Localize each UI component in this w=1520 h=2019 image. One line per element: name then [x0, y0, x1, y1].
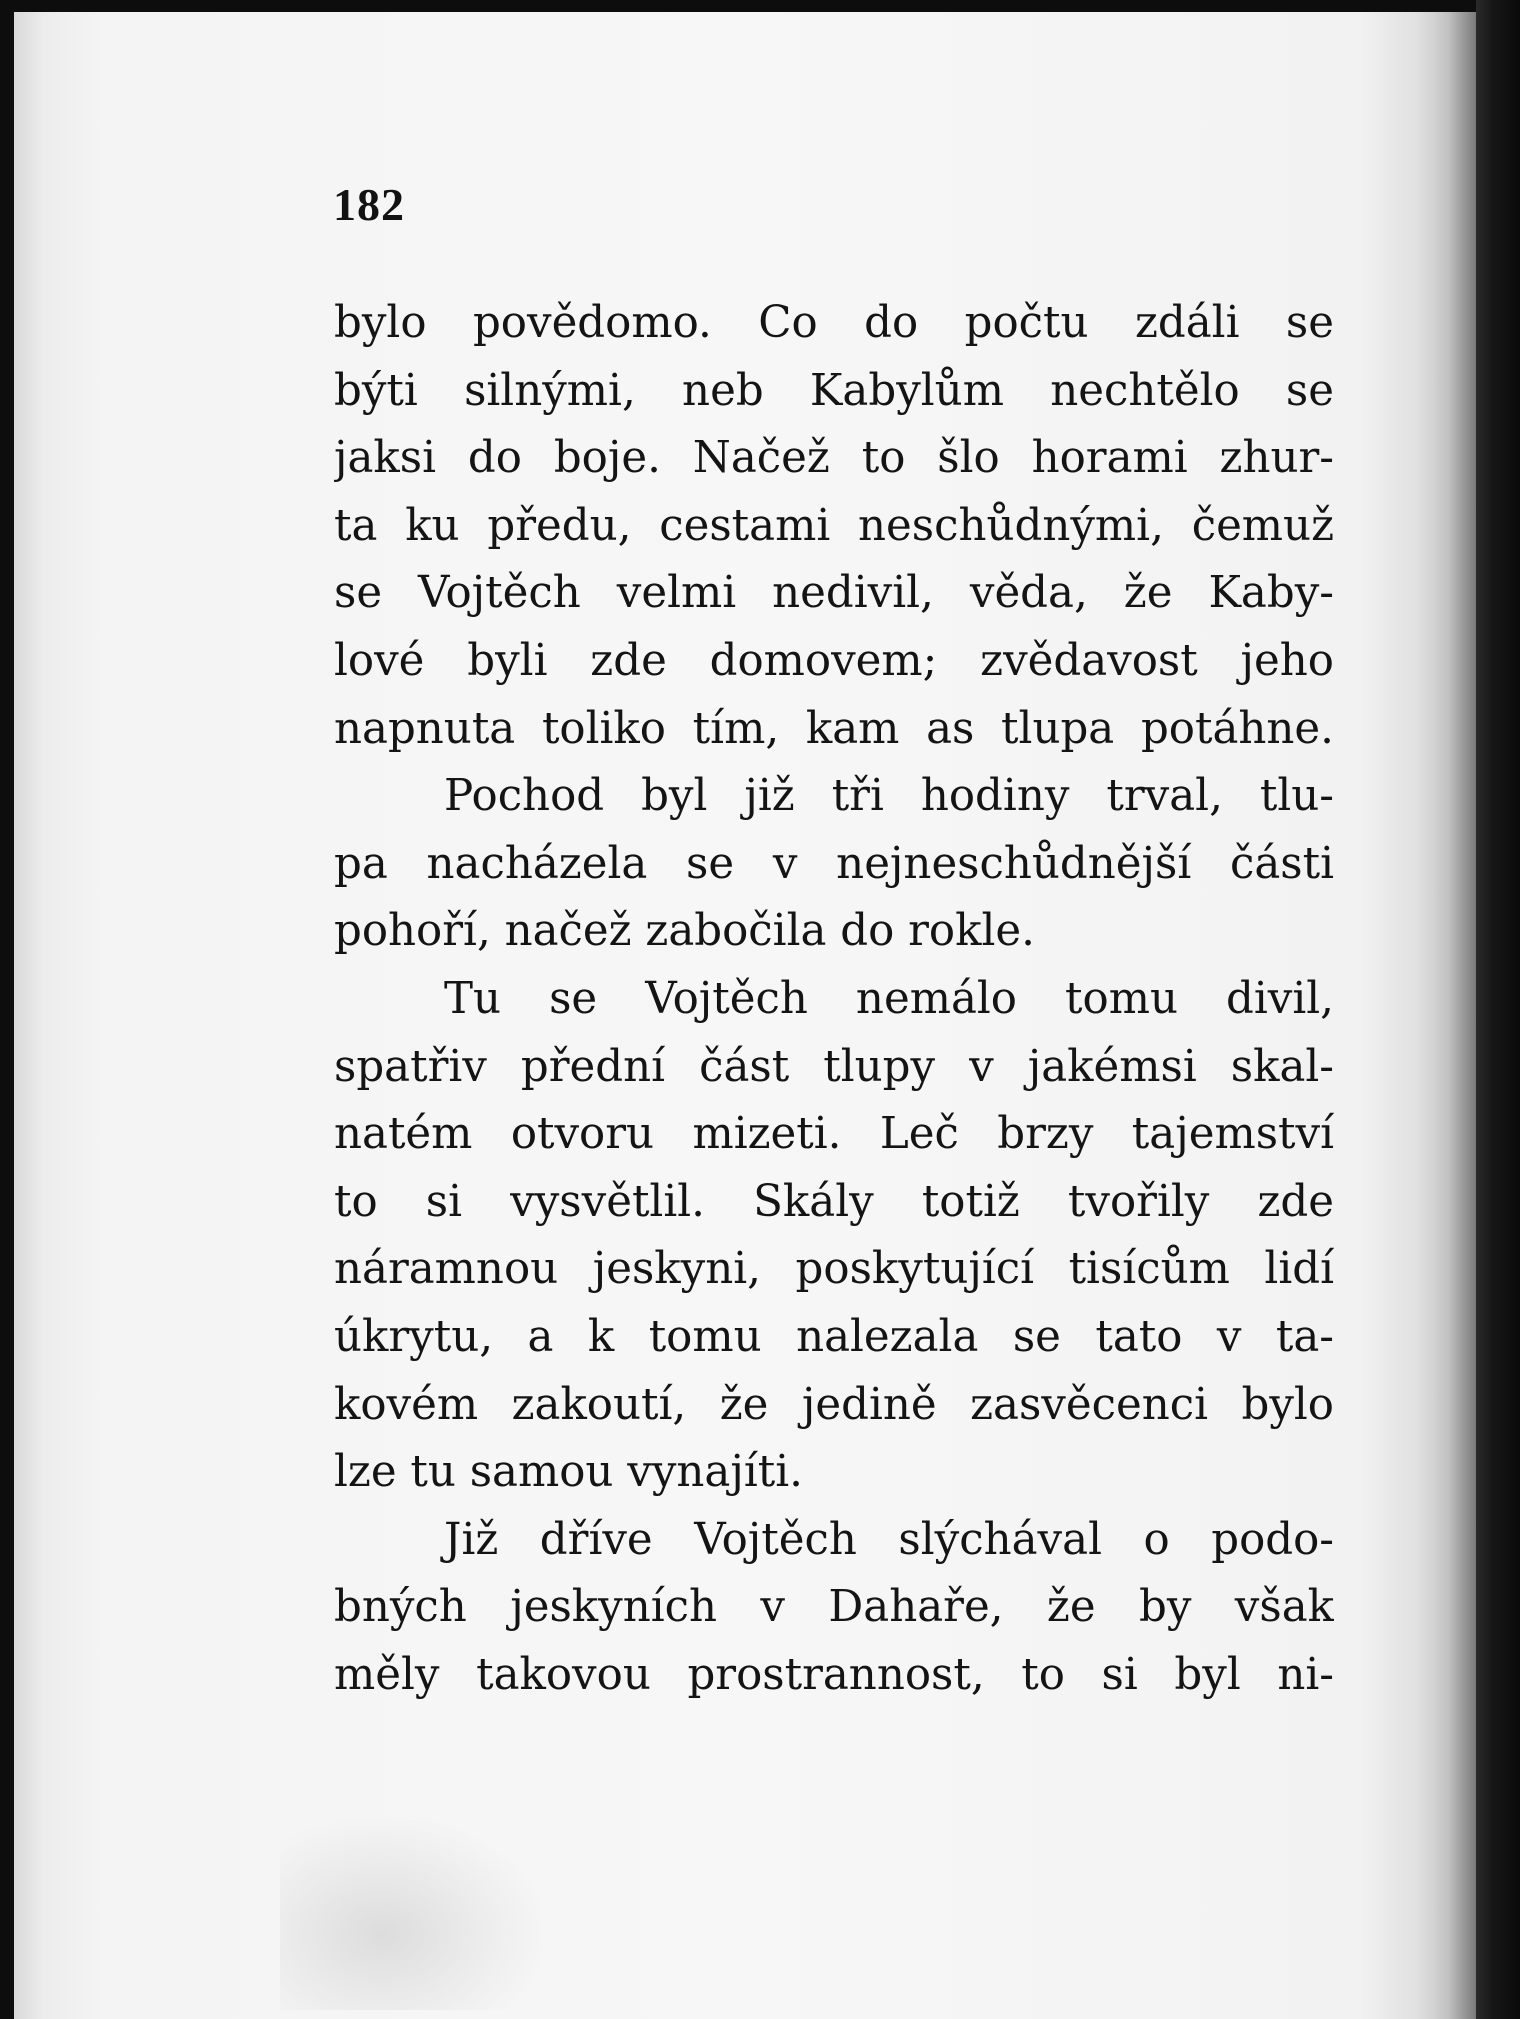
text-line: spatřiv přední část tlupy v jakémsi skal- [334, 1041, 1334, 1092]
text-line: kovém zakoutí, že jedině zasvěcenci bylo [334, 1379, 1334, 1430]
text-line: lové byli zde domovem; zvědavost jeho [334, 635, 1334, 686]
text-line: bylo povědomo. Co do počtu zdáli se [334, 298, 1334, 348]
text-line: natém otvoru mizeti. Leč brzy tajemství [334, 1109, 1334, 1160]
text-line: se Vojtěch velmi nedivil, věda, že Kaby- [334, 568, 1334, 619]
text-line: náramnou jeskyni, poskytující tisícům lidí [334, 1244, 1334, 1295]
text-line: měly takovou prostrannost, to si byl ni- [334, 1649, 1334, 1700]
text-line: ta ku předu, cestami neschůdnými, čemuž [334, 500, 1334, 551]
paper-smudge [280, 1820, 540, 2010]
body-text [334, 290, 1334, 1709]
text-line: jaksi do boje. Načež to šlo horami zhur- [334, 433, 1334, 484]
text-line: Již dříve Vojtěch slýchával o podo- [444, 1514, 1334, 1565]
text-line: bných jeskyních v Dahaře, že by však [334, 1582, 1334, 1633]
text-line: pohoří, načež zabočila do rokle. [334, 906, 1035, 957]
text-line: pa nacházela se v nejneschůdnější části [334, 838, 1334, 889]
binding-shadow [1416, 12, 1476, 2019]
text-line: Tu se Vojtěch nemálo tomu divil, [444, 973, 1334, 1024]
text-line: napnuta toliko tím, kam as tlupa potáhne. [334, 703, 1334, 754]
text-line: úkrytu, a k tomu nalezala se tato v ta- [334, 1311, 1334, 1362]
text-line: lze tu samou vynajíti. [334, 1447, 803, 1498]
text-line: Pochod byl již tři hodiny trval, tlu- [444, 771, 1334, 822]
text-line: býti silnými, neb Kabylům nechtělo se [334, 365, 1334, 416]
book-edge [1476, 0, 1520, 2019]
page-number: 182 [333, 179, 405, 230]
text-line: to si vysvětlil. Skály totiž tvořily zde [334, 1176, 1334, 1227]
